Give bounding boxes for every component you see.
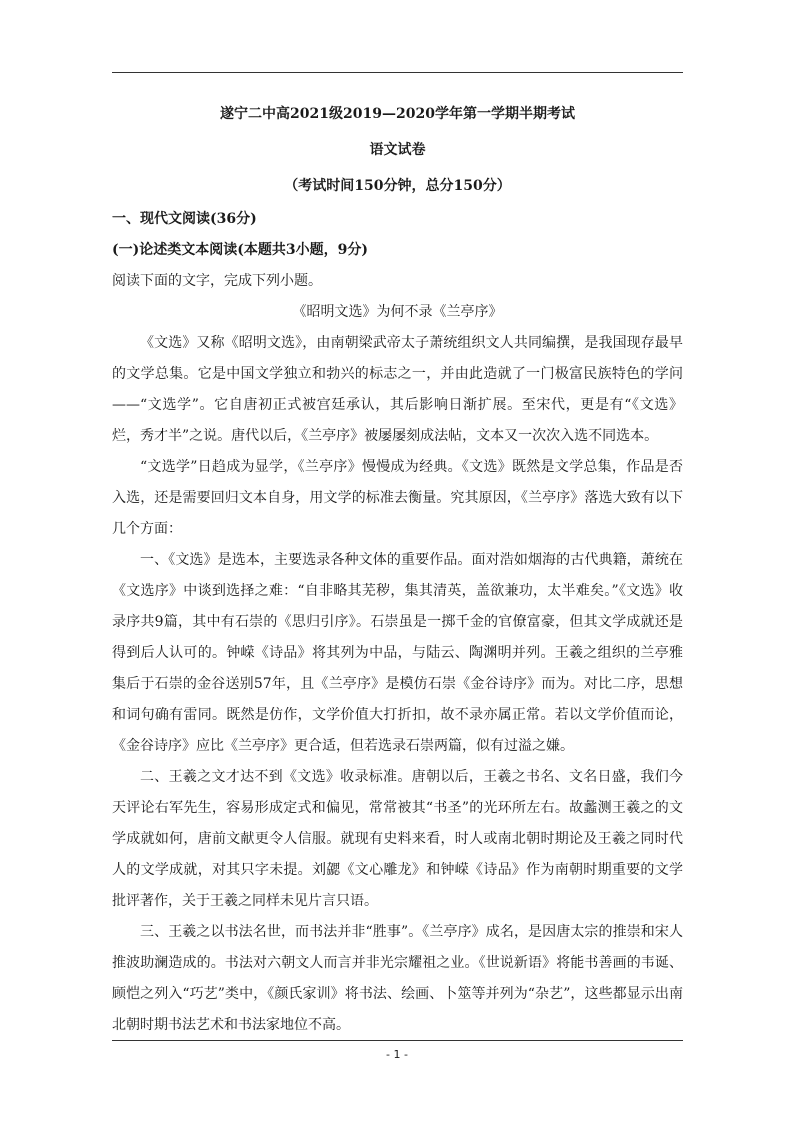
paragraph-5: 三、王羲之以书法名世，而书法并非“胜事”。《兰亭序》成名，是因唐太宗的推崇和宋人推波助澜造成的。书法对六朝文人而言并非光宗耀祖之业。《世说新语》将能书善画的韦诞、顾恺之列入“巧艺”类中，《颜氏家训》将书法、绘画、卜筮等并列为“杂艺”，这些都显示出南北朝时期书法艺术和书法家地位不高。: [112, 924, 683, 1033]
footer-rule: [112, 1040, 683, 1041]
document-page: [112, 96, 683, 1041]
paragraph-3: 一、《文选》是选本，主要选录各种文体的重要作品。面对浩如烟海的古代典籍，萧统在《文选序》中谈到选择之难：“自非略其芜秽，集其清英，盖欲兼功，太半难矣。”《文选》收录序共9篇，其中有石崇的《思归引序》。石崇虽是一掷千金的官僚富豪，但其文学成就还是得到后人认可的。钟嵘《诗品》将其列为中品，与陆云、陶渊明并列。王羲之组织的兰亭雅集后于石崇的金谷送别57年，且《兰亭序》是模仿石崇《金谷诗序》而为。对比二序，思想和词句确有雷同。既然是仿作，文学价值大打折扣，故不录亦属正常。若以文学价值而论，《金谷诗序》应比《兰亭序》更合适，但若选录石崇两篇，似有过溢之嫌。: [112, 552, 683, 754]
section-subheading: (一)论述类文本阅读(本题共3小题，9分): [112, 242, 368, 258]
article-title: 《昭明文选》为何不录《兰亭序》: [292, 304, 503, 320]
page-number: - 1 -: [386, 1048, 408, 1061]
paragraph-1: 《文选》又称《昭明文选》，由南朝梁武帝太子萧统组织文人共同编撰，是我国现存最早的文学总集。它是中国文学独立和勃兴的标志之一，并由此造就了一门极富民族特色的学问——“文选学”。它自唐初正式被宫廷承认，其后影响日渐扩展。至宋代，更是有“《文选》烂，秀才半”之说。唐代以后，《兰亭序》被屡屡刻成法帖，文本又一次次入选不同选本。: [112, 335, 683, 444]
header-rule: [112, 72, 683, 73]
exam-title: 遂宁二中高2021级2019—2020学年第一学期半期考试: [220, 106, 575, 122]
section-heading: 一、现代文阅读(36分): [112, 211, 257, 227]
paragraph-2: “文选学”日趋成为显学，《兰亭序》慢慢成为经典。《文选》既然是文学总集，作品是否入选，还是需要回归文本自身，用文学的标准去衡量。究其原因，《兰亭序》落选大致有以下几个方面：: [112, 459, 683, 537]
exam-info: （考试时间150分钟，总分150分）: [284, 178, 511, 194]
subject-title: 语文试卷: [369, 142, 426, 158]
reading-instruction: 阅读下面的文字，完成下列小题。: [112, 273, 322, 289]
paragraph-4: 二、王羲之文才达不到《文选》收录标准。唐朝以后，王羲之书名、文名日盛，我们今天评论右军先生，容易形成定式和偏见，常常被其“书圣”的光环所左右。故蠡测王羲之的文学成就如何，唐前文献更令人信服。就现有史料来看，时人或南北朝时期论及王羲之同时代人的文学成就，对其只字未提。刘勰《文心雕龙》和钟嵘《诗品》作为南朝时期重要的文学批评著作，关于王羲之同样未见片言只语。: [112, 769, 683, 909]
